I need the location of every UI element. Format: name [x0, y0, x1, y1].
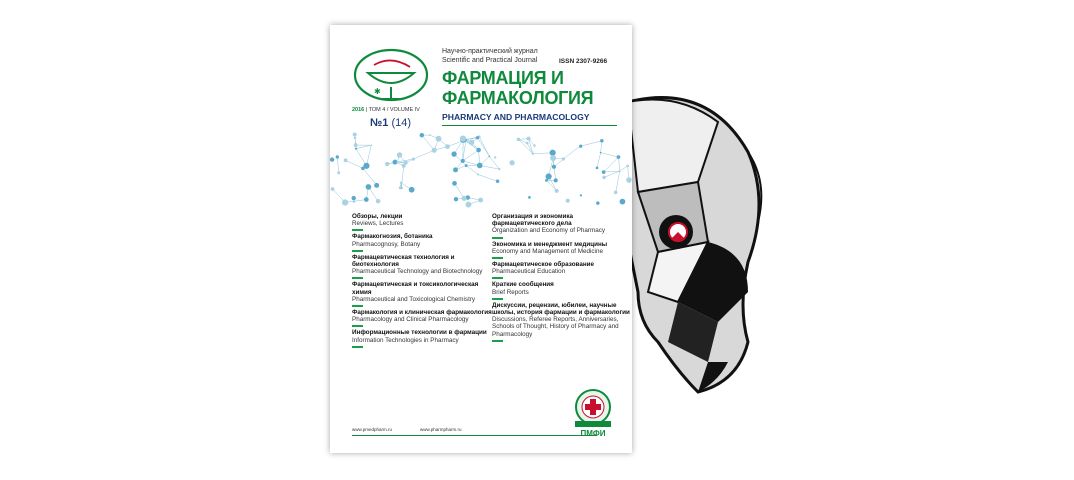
section-title-en: Pharmaceutical and Toxicological Chemistry: [352, 295, 476, 303]
section-item: [352, 213, 492, 231]
section-title-ru: Фармацевтическая и токсикологическая химия: [352, 281, 479, 296]
section-item: [492, 261, 632, 279]
journal-subtitle-en: Scientific and Practical Journal: [442, 57, 538, 64]
section-title-en: Pharmaceutical Education: [492, 268, 566, 276]
network-link: [563, 145, 580, 159]
section-title-en: Economy and Management of Medicine: [492, 247, 603, 255]
network-link: [345, 200, 366, 203]
network-node: [532, 153, 534, 155]
issue-number: №1 (14): [370, 117, 412, 129]
network-node: [397, 161, 399, 163]
section-divider: [352, 250, 363, 252]
network-node: [554, 178, 558, 182]
network-link: [401, 166, 403, 188]
section-divider: [352, 229, 363, 231]
network-node: [364, 197, 369, 202]
section-divider: [492, 237, 503, 239]
section-title-ru: Фармацевтическая технология и биотехнология: [352, 253, 455, 269]
title-divider: [442, 125, 617, 126]
section-divider: [492, 277, 503, 279]
network-node: [412, 158, 415, 161]
network-node: [526, 142, 529, 145]
journal-cover: [330, 25, 632, 453]
journal-title-en: PHARMACY AND PHARMACOLOGY: [442, 112, 590, 122]
network-node: [399, 186, 402, 189]
issn: ISSN 2307-9266: [559, 58, 608, 65]
network-link: [363, 168, 377, 185]
network-node: [344, 158, 348, 162]
section-title-en: Pharmaceutical Technology and Biotechnology: [352, 268, 483, 276]
network-link: [581, 141, 602, 146]
network-node: [454, 197, 458, 201]
network-link: [463, 150, 479, 161]
network-node: [465, 164, 468, 167]
journal-logo-icon: [352, 47, 430, 107]
network-node: [429, 134, 431, 136]
network-link: [489, 156, 499, 169]
section-item: [352, 309, 492, 327]
network-node: [404, 161, 408, 165]
network-node: [562, 157, 565, 160]
sections-left-column: [352, 213, 492, 350]
network-link: [479, 137, 489, 156]
emblem-text: ПМФИ: [580, 429, 606, 438]
section-title-en: Pharmacology and Clinical Pharmacology: [352, 316, 469, 324]
journal-subtitle-ru: Научно-практический журнал: [442, 48, 538, 55]
section-divider: [352, 277, 363, 279]
network-node: [385, 162, 389, 166]
section-title-ru: Фармакология и клиническая фармакология: [352, 309, 492, 317]
network-link: [478, 174, 497, 181]
network-node: [550, 150, 556, 156]
year-volume: 2016 | ТОМ 4 / VOLUME IV: [352, 107, 420, 113]
network-node: [376, 199, 381, 204]
network-node: [614, 191, 618, 195]
network-node: [432, 148, 437, 153]
section-title-ru: Краткие сообщения: [492, 281, 554, 289]
network-node: [620, 199, 626, 205]
network-node: [628, 181, 630, 183]
network-node: [331, 187, 335, 191]
network-node: [476, 148, 481, 153]
section-divider: [492, 340, 503, 342]
network-node: [555, 189, 559, 193]
section-divider: [352, 325, 363, 327]
section-item: [492, 213, 632, 239]
network-node: [436, 136, 442, 142]
network-node: [546, 173, 552, 179]
network-node: [336, 155, 339, 158]
network-node: [354, 143, 358, 147]
section-item: [352, 281, 492, 307]
network-node: [461, 159, 465, 163]
network-node: [596, 166, 599, 169]
network-node: [619, 170, 621, 172]
network-link: [480, 165, 500, 169]
network-node: [477, 173, 479, 175]
section-title-ru: Обзоры, лекции: [352, 213, 403, 220]
network-node: [337, 171, 340, 174]
section-title-ru: Фармацевтическое образование: [492, 261, 595, 269]
network-node: [469, 140, 474, 145]
network-node: [566, 199, 570, 203]
network-node: [498, 168, 500, 170]
network-node: [496, 180, 499, 183]
network-link: [620, 166, 628, 171]
journal-title-line2: ФАРМАКОЛОГИЯ: [442, 88, 594, 108]
section-title-en: Discussions, Referee Reports, Anniversaries, Schools of Thought, History of Pharmacy and Pharmacology: [492, 316, 619, 338]
network-node: [600, 139, 604, 143]
section-title-ru: Дискуссии, рецензии, юбилеи, научные школы, история фармации и фармакологии: [492, 301, 630, 317]
network-node: [550, 155, 556, 161]
network-node: [533, 144, 536, 147]
section-divider: [352, 305, 363, 307]
molecular-network-icon: [330, 129, 632, 211]
network-link: [616, 171, 620, 192]
network-node: [596, 201, 599, 204]
network-node: [462, 196, 467, 201]
section-title-ru: Фармакогнозия, ботаника: [352, 233, 433, 241]
section-item: [352, 233, 492, 251]
section-divider: [492, 298, 503, 300]
journal-title-line1: ФАРМАЦИЯ И: [442, 68, 564, 88]
network-node: [626, 165, 629, 168]
section-item: [492, 241, 632, 259]
network-node: [494, 156, 496, 158]
network-node: [466, 202, 472, 208]
network-node: [602, 176, 605, 179]
network-link: [366, 145, 371, 166]
network-node: [489, 155, 491, 157]
network-node: [330, 157, 334, 161]
network-node: [517, 138, 521, 142]
network-node: [579, 145, 582, 148]
section-title-en: Organization and Economy of Pharmacy: [492, 227, 606, 235]
network-node: [552, 165, 556, 169]
network-link: [601, 141, 602, 153]
footer-divider: [352, 435, 596, 436]
network-node: [353, 200, 356, 203]
network-link: [597, 153, 601, 168]
website-url-2[interactable]: www.pharmpharm.ru: [420, 427, 462, 432]
section-title-en: Pharmacognosy, Botany: [352, 240, 421, 248]
network-node: [602, 170, 606, 174]
network-link: [604, 157, 619, 172]
network-node: [374, 183, 379, 188]
network-node: [478, 198, 483, 203]
network-link: [455, 183, 465, 198]
network-node: [397, 152, 402, 157]
section-title-en: Reviews, Lectures: [352, 220, 404, 228]
network-node: [400, 182, 402, 184]
network-link: [337, 157, 338, 173]
network-node: [451, 151, 456, 156]
section-divider: [352, 346, 363, 348]
section-title-ru: Информационные технологии в фармации: [352, 329, 487, 337]
network-node: [527, 137, 531, 141]
network-node: [355, 147, 357, 149]
network-node: [580, 194, 582, 196]
network-link: [346, 160, 363, 168]
network-link: [413, 150, 434, 159]
network-node: [354, 137, 356, 139]
network-node: [409, 187, 415, 193]
network-node: [361, 167, 365, 171]
network-link: [466, 166, 478, 175]
website-url-1[interactable]: www.pmedpharm.ru: [352, 427, 393, 432]
network-node: [476, 136, 479, 139]
network-node: [617, 155, 621, 159]
network-node: [366, 184, 372, 190]
network-node: [445, 144, 450, 149]
network-node: [353, 132, 357, 136]
network-node: [420, 133, 424, 137]
svg-text:✱: ✱: [374, 87, 381, 96]
network-node: [528, 196, 531, 199]
network-link: [618, 157, 619, 171]
network-node: [600, 152, 602, 154]
section-item: [352, 329, 492, 347]
network-node: [453, 167, 458, 172]
section-item: [352, 254, 492, 280]
network-node: [452, 181, 457, 186]
section-item: [492, 281, 632, 299]
sections-right-column: [492, 213, 632, 344]
network-node: [460, 135, 466, 141]
section-title-en: Information Technologies in Pharmacy: [352, 336, 459, 344]
section-item: [492, 302, 632, 342]
network-node: [352, 196, 356, 200]
network-link: [422, 135, 434, 150]
network-node: [477, 163, 483, 169]
section-title-ru: Организация и экономика фармацевтического дела: [492, 213, 574, 228]
network-node: [509, 160, 514, 165]
section-divider: [492, 257, 503, 259]
network-link: [601, 153, 619, 157]
network-link: [477, 138, 489, 157]
section-title-en: Brief Reports: [492, 288, 529, 296]
network-node: [342, 199, 348, 205]
network-link: [356, 145, 371, 148]
network-node: [370, 144, 372, 146]
university-emblem-icon: [570, 387, 616, 439]
section-title-ru: Экономика и менеджмент медицины: [492, 240, 608, 248]
